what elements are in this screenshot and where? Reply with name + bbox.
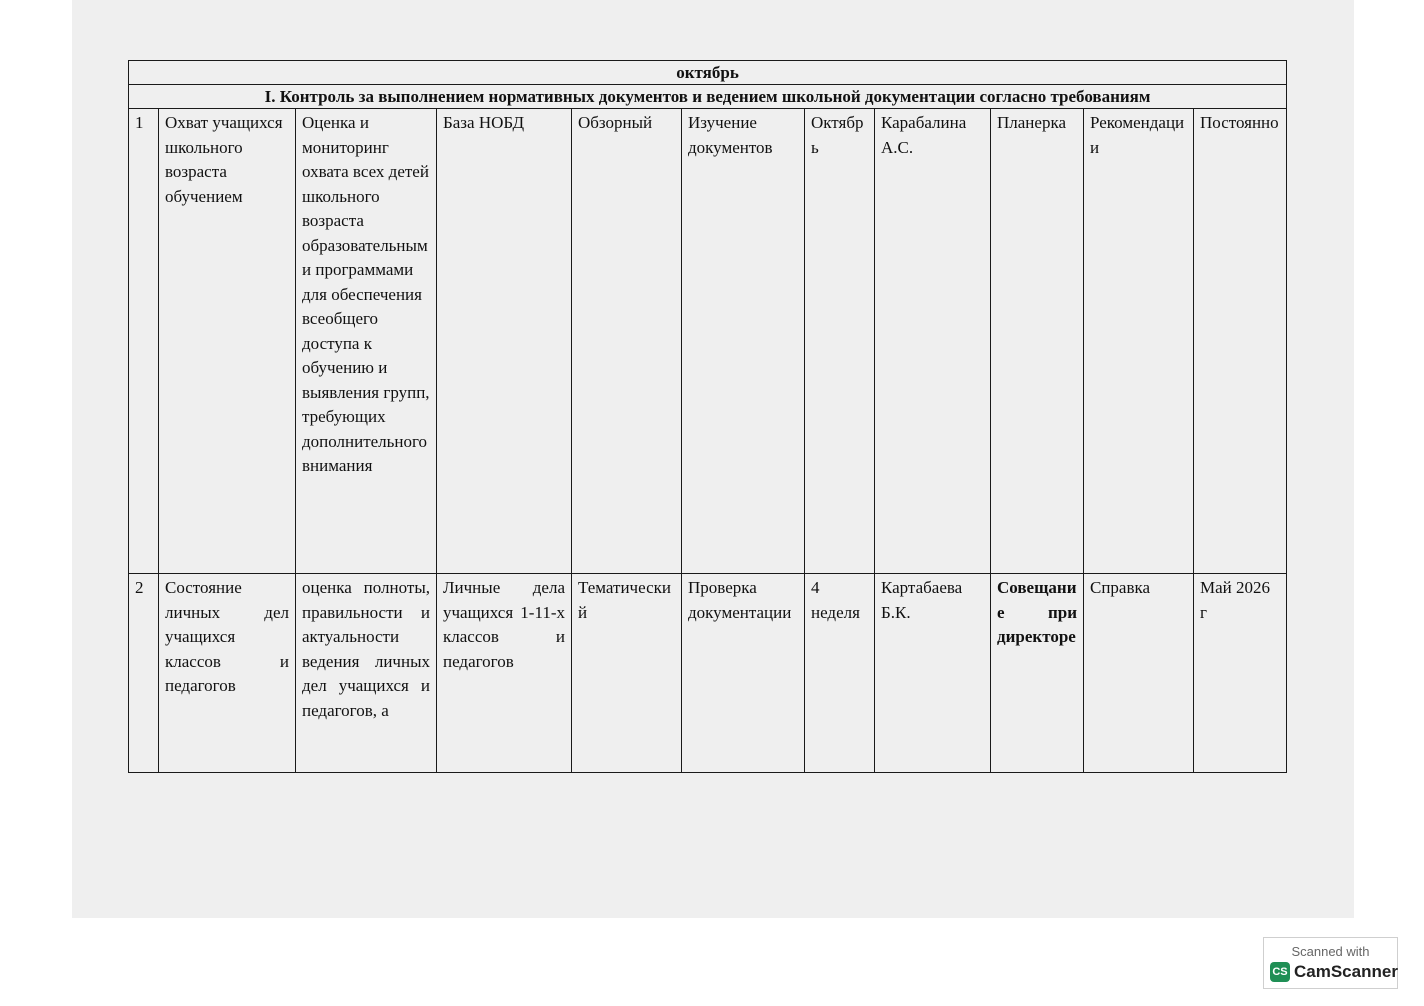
- camscanner-logo-icon: CS: [1270, 962, 1290, 982]
- section-title: I. Контроль за выполнением нормативных документов и ведением школьной документации согласно требованиям: [129, 85, 1287, 109]
- control-object: Личные дела учащихся 1-11-х классов и педагогов: [437, 574, 572, 773]
- scanned-with-label: Scanned with: [1291, 944, 1370, 959]
- control-term: Октябрь: [805, 109, 875, 574]
- review-place: Совещание при директоре: [991, 574, 1084, 773]
- control-method: Проверка документации: [682, 574, 805, 773]
- control-subject: Охват учащихся школьного возраста обучением: [159, 109, 296, 574]
- control-deadline: Постоянно: [1194, 109, 1287, 574]
- camscanner-watermark: [1263, 937, 1398, 989]
- control-result: Рекомендации: [1084, 109, 1194, 574]
- control-deadline: Май 2026 г: [1194, 574, 1287, 773]
- month-header: октябрь: [129, 61, 1287, 85]
- review-place: Планерка: [991, 109, 1084, 574]
- responsible-person: Картабаева Б.К.: [875, 574, 991, 773]
- control-object: База НОБД: [437, 109, 572, 574]
- control-term: 4 неделя: [805, 574, 875, 773]
- row-number: 1: [129, 109, 159, 574]
- month-row: [129, 61, 1287, 85]
- section-row: [129, 85, 1287, 109]
- control-plan-table: [128, 60, 1287, 773]
- control-type: Тематический: [572, 574, 682, 773]
- table-row: [129, 109, 1287, 574]
- responsible-person: Карабалина А.С.: [875, 109, 991, 574]
- control-subject: Состояние личных дел учащихся классов и педагогов: [159, 574, 296, 773]
- control-method: Изучение документов: [682, 109, 805, 574]
- control-goal: Оценка и мониторинг охвата всех детей школьного возраста образовательными программами для обеспечения всеобщего доступа к обучению и выявления групп, требующих дополнительного внимания: [296, 109, 437, 574]
- camscanner-brand: CamScanner: [1294, 962, 1398, 981]
- row-number: 2: [129, 574, 159, 773]
- control-result: Справка: [1084, 574, 1194, 773]
- control-type: Обзорный: [572, 109, 682, 574]
- table-row: [129, 574, 1287, 773]
- control-goal: оценка полноты, правильности и актуальности ведения личных дел учащихся и педагогов, а: [296, 574, 437, 773]
